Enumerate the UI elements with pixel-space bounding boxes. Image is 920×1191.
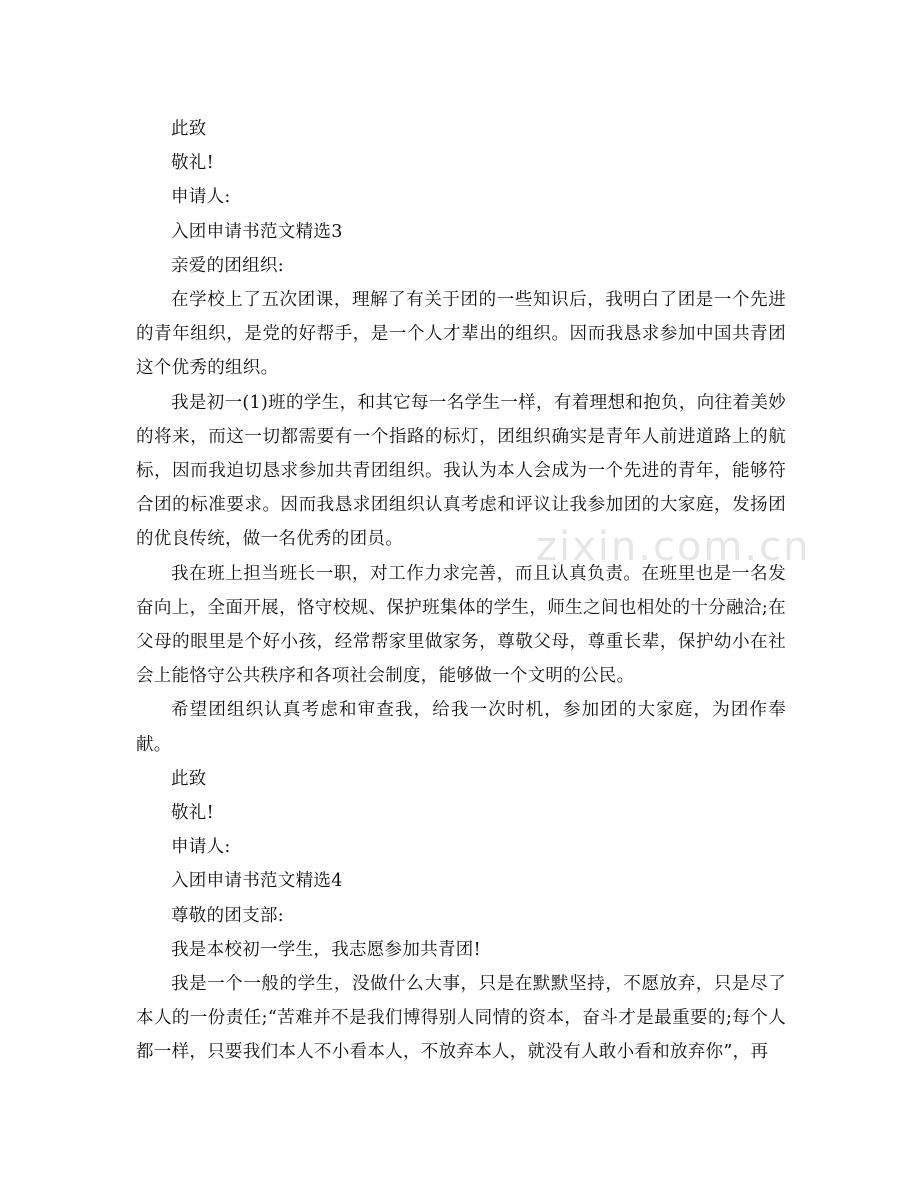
document-body [136,112,786,1070]
greeting: 尊敬的团支部: [171,905,284,926]
section-heading: 入团申请书范文精选4 [171,871,343,892]
body-paragraph: 我是初一(1)班的学生，和其它每一名学生一样，有着理想和抱负，向往着美妙的将来，而这一切都需要有一个指路的标灯，团组织确实是青年人前进道路上的航标，因而我迫切恳求参加共青团组织。我认为本人会成为一个先进的青年，能够符合团的标准要求。因而我恳求团组织认真考虑和评议让我参加团的大家庭，发扬团的优良传统，做一名优秀的团员。 [136,392,786,550]
closing-salutation: 此致 [171,119,207,139]
greeting: 亲爱的团组织: [171,255,284,276]
closing-salutation: 此致 [171,768,207,789]
body-paragraph: 我是一个一般的学生，没做什么大事，只是在默默坚持，不愿放弃，只是尽了本人的一份责任;“苦难并不是我们博得别人同情的资本，奋斗才是最重要的;每个人都一样，只要我们本人不小看本人，不放弃本人，就没有人敢小看和放弃你”，再 [136,974,786,1063]
watermark: zixin.com.cn [536,524,811,570]
applicant-label: 申请人: [171,187,231,208]
applicant-label: 申请人: [171,837,231,858]
section-heading: 入团申请书范文精选3 [171,221,343,242]
body-paragraph: 希望团组织认真考虑和审查我，给我一次时机，参加团的大家庭，为团作奉献。 [136,700,786,755]
closing-respect: 敬礼! [171,803,214,824]
body-paragraph: 在学校上了五次团课，理解了有关于团的一些知识后，我明白了团是一个先进的青年组织，是党的好帮手，是一个人才辈出的组织。因而我恳求参加中国共青团这个优秀的组织。 [136,290,786,379]
closing-respect: 敬礼! [171,153,214,174]
body-paragraph: 我是本校初一学生，我志愿参加共青团! [171,939,481,960]
body-paragraph: 我在班上担当班长一职，对工作力求完善，而且认真负责。在班里也是一名发奋向上，全面开展，恪守校规、保护班集体的学生，师生之间也相处的十分融洽;在父母的眼里是个好小孩，经常帮家里做家务，尊敬父母，尊重长辈，保护幼小在社会上能恪守公共秩序和各项社会制度，能够做一个文明的公民。 [136,563,786,687]
